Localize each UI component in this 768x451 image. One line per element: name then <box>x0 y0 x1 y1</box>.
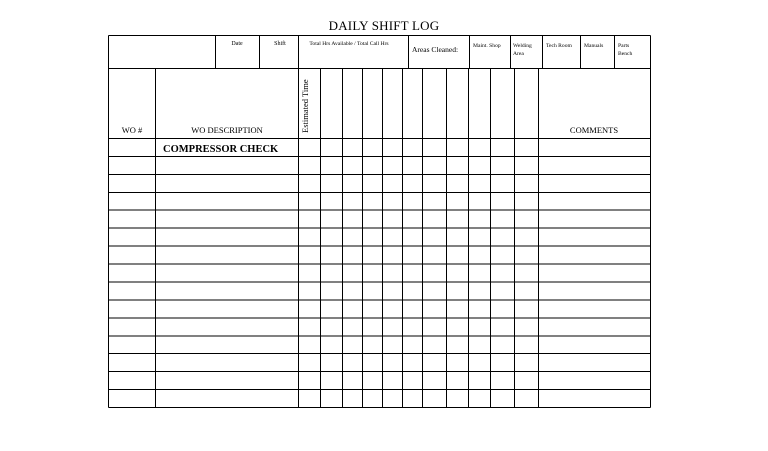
area-label-maint: Maint. Shop <box>473 43 501 49</box>
area-label-tech: Tech Room <box>546 43 572 49</box>
area-label-parts: Bench <box>618 51 633 57</box>
estimated-time-column-header: Estimated Time <box>300 79 310 133</box>
wo-column-header: WO # <box>121 125 143 135</box>
page-title: DAILY SHIFT LOG <box>328 18 440 33</box>
area-label-welding: Welding <box>513 43 532 49</box>
area-label-parts: Parts <box>618 43 630 49</box>
areas-cleaned-label: Areas Cleaned: <box>412 45 459 54</box>
area-label-manuals: Manuals <box>584 43 604 49</box>
hours-label: Total Hrs Available / Total Call Hrs <box>309 41 389 47</box>
area-label-welding: Area <box>513 51 524 57</box>
row-description: COMPRESSOR CHECK <box>163 143 279 155</box>
comments-column-header: COMMENTS <box>569 125 619 135</box>
description-column-header: WO DESCRIPTION <box>191 125 263 135</box>
date-label: Date <box>231 41 243 47</box>
shift-label: Shift <box>274 41 286 47</box>
